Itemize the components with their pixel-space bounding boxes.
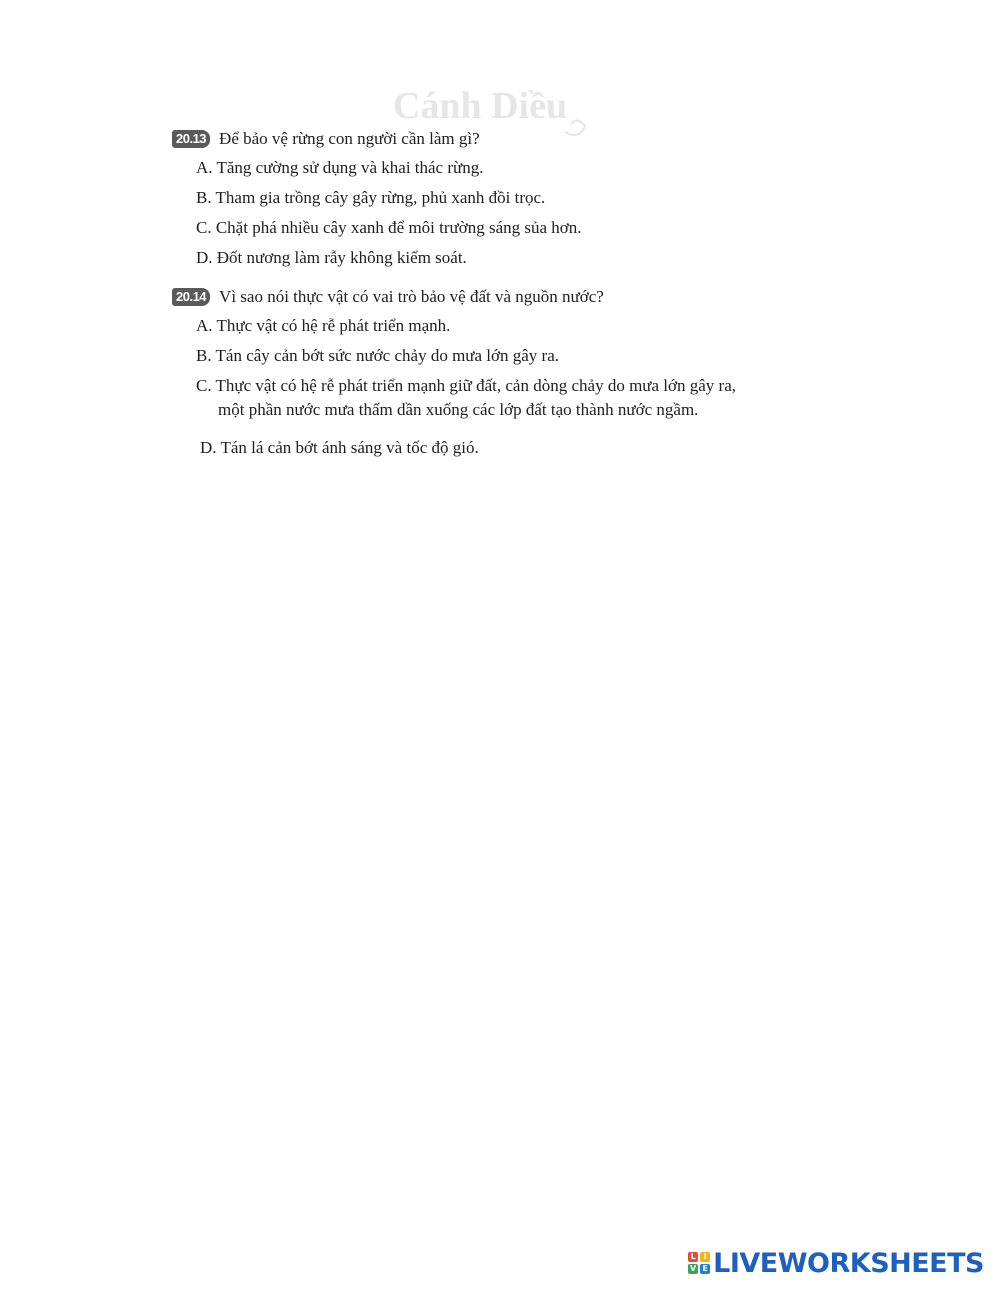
option-b: B. Tán cây cản bớt sức nước chảy do mưa lớn gây ra. <box>196 346 560 365</box>
question-number-badge: 20.14 <box>172 288 210 306</box>
question-20-13 <box>172 126 480 152</box>
option-d: D. Đốt nương làm rẫy không kiểm soát. <box>196 248 467 267</box>
logo-letter-l: L <box>688 1252 698 1262</box>
watermark-text: Cánh Diều <box>392 85 568 127</box>
watermark-logo <box>330 84 630 164</box>
liveworksheets-logo[interactable] <box>688 1247 984 1279</box>
logo-letter-v: V <box>690 1264 697 1273</box>
logo-letter-e: E <box>700 1264 710 1274</box>
question-header <box>172 126 480 152</box>
logo-icon <box>688 1252 710 1274</box>
option-c: C. Chặt phá nhiều cây xanh để môi trường sáng sủa hơn. <box>196 218 582 237</box>
question-20-14 <box>172 284 604 310</box>
option-a: A. Thực vật có hệ rễ phát triển mạnh. <box>196 316 451 335</box>
question-header <box>172 284 604 310</box>
option-a: A. Tăng cường sử dụng và khai thác rừng. <box>196 158 484 177</box>
logo-text: LIVEWORKSHEETS <box>713 1247 984 1279</box>
option-c: C. Thực vật có hệ rễ phát triển mạnh giữ đất, cản dòng chảy do mưa lớn gây ra, <box>196 376 737 395</box>
logo-letter-i: I <box>700 1252 710 1262</box>
question-text: Để bảo vệ rừng con người cần làm gì? <box>219 129 480 148</box>
question-number-badge: 20.13 <box>172 130 210 148</box>
option-b: B. Tham gia trồng cây gây rừng, phủ xanh đồi trọc. <box>196 188 546 207</box>
question-text: Vì sao nói thực vật có vai trò bảo vệ đất và nguồn nước? <box>219 287 604 306</box>
option-d: D. Tán lá cản bớt ánh sáng và tốc độ gió. <box>200 438 479 457</box>
option-c-continuation: một phần nước mưa thấm dần xuống các lớp đất tạo thành nước ngầm. <box>218 400 699 419</box>
